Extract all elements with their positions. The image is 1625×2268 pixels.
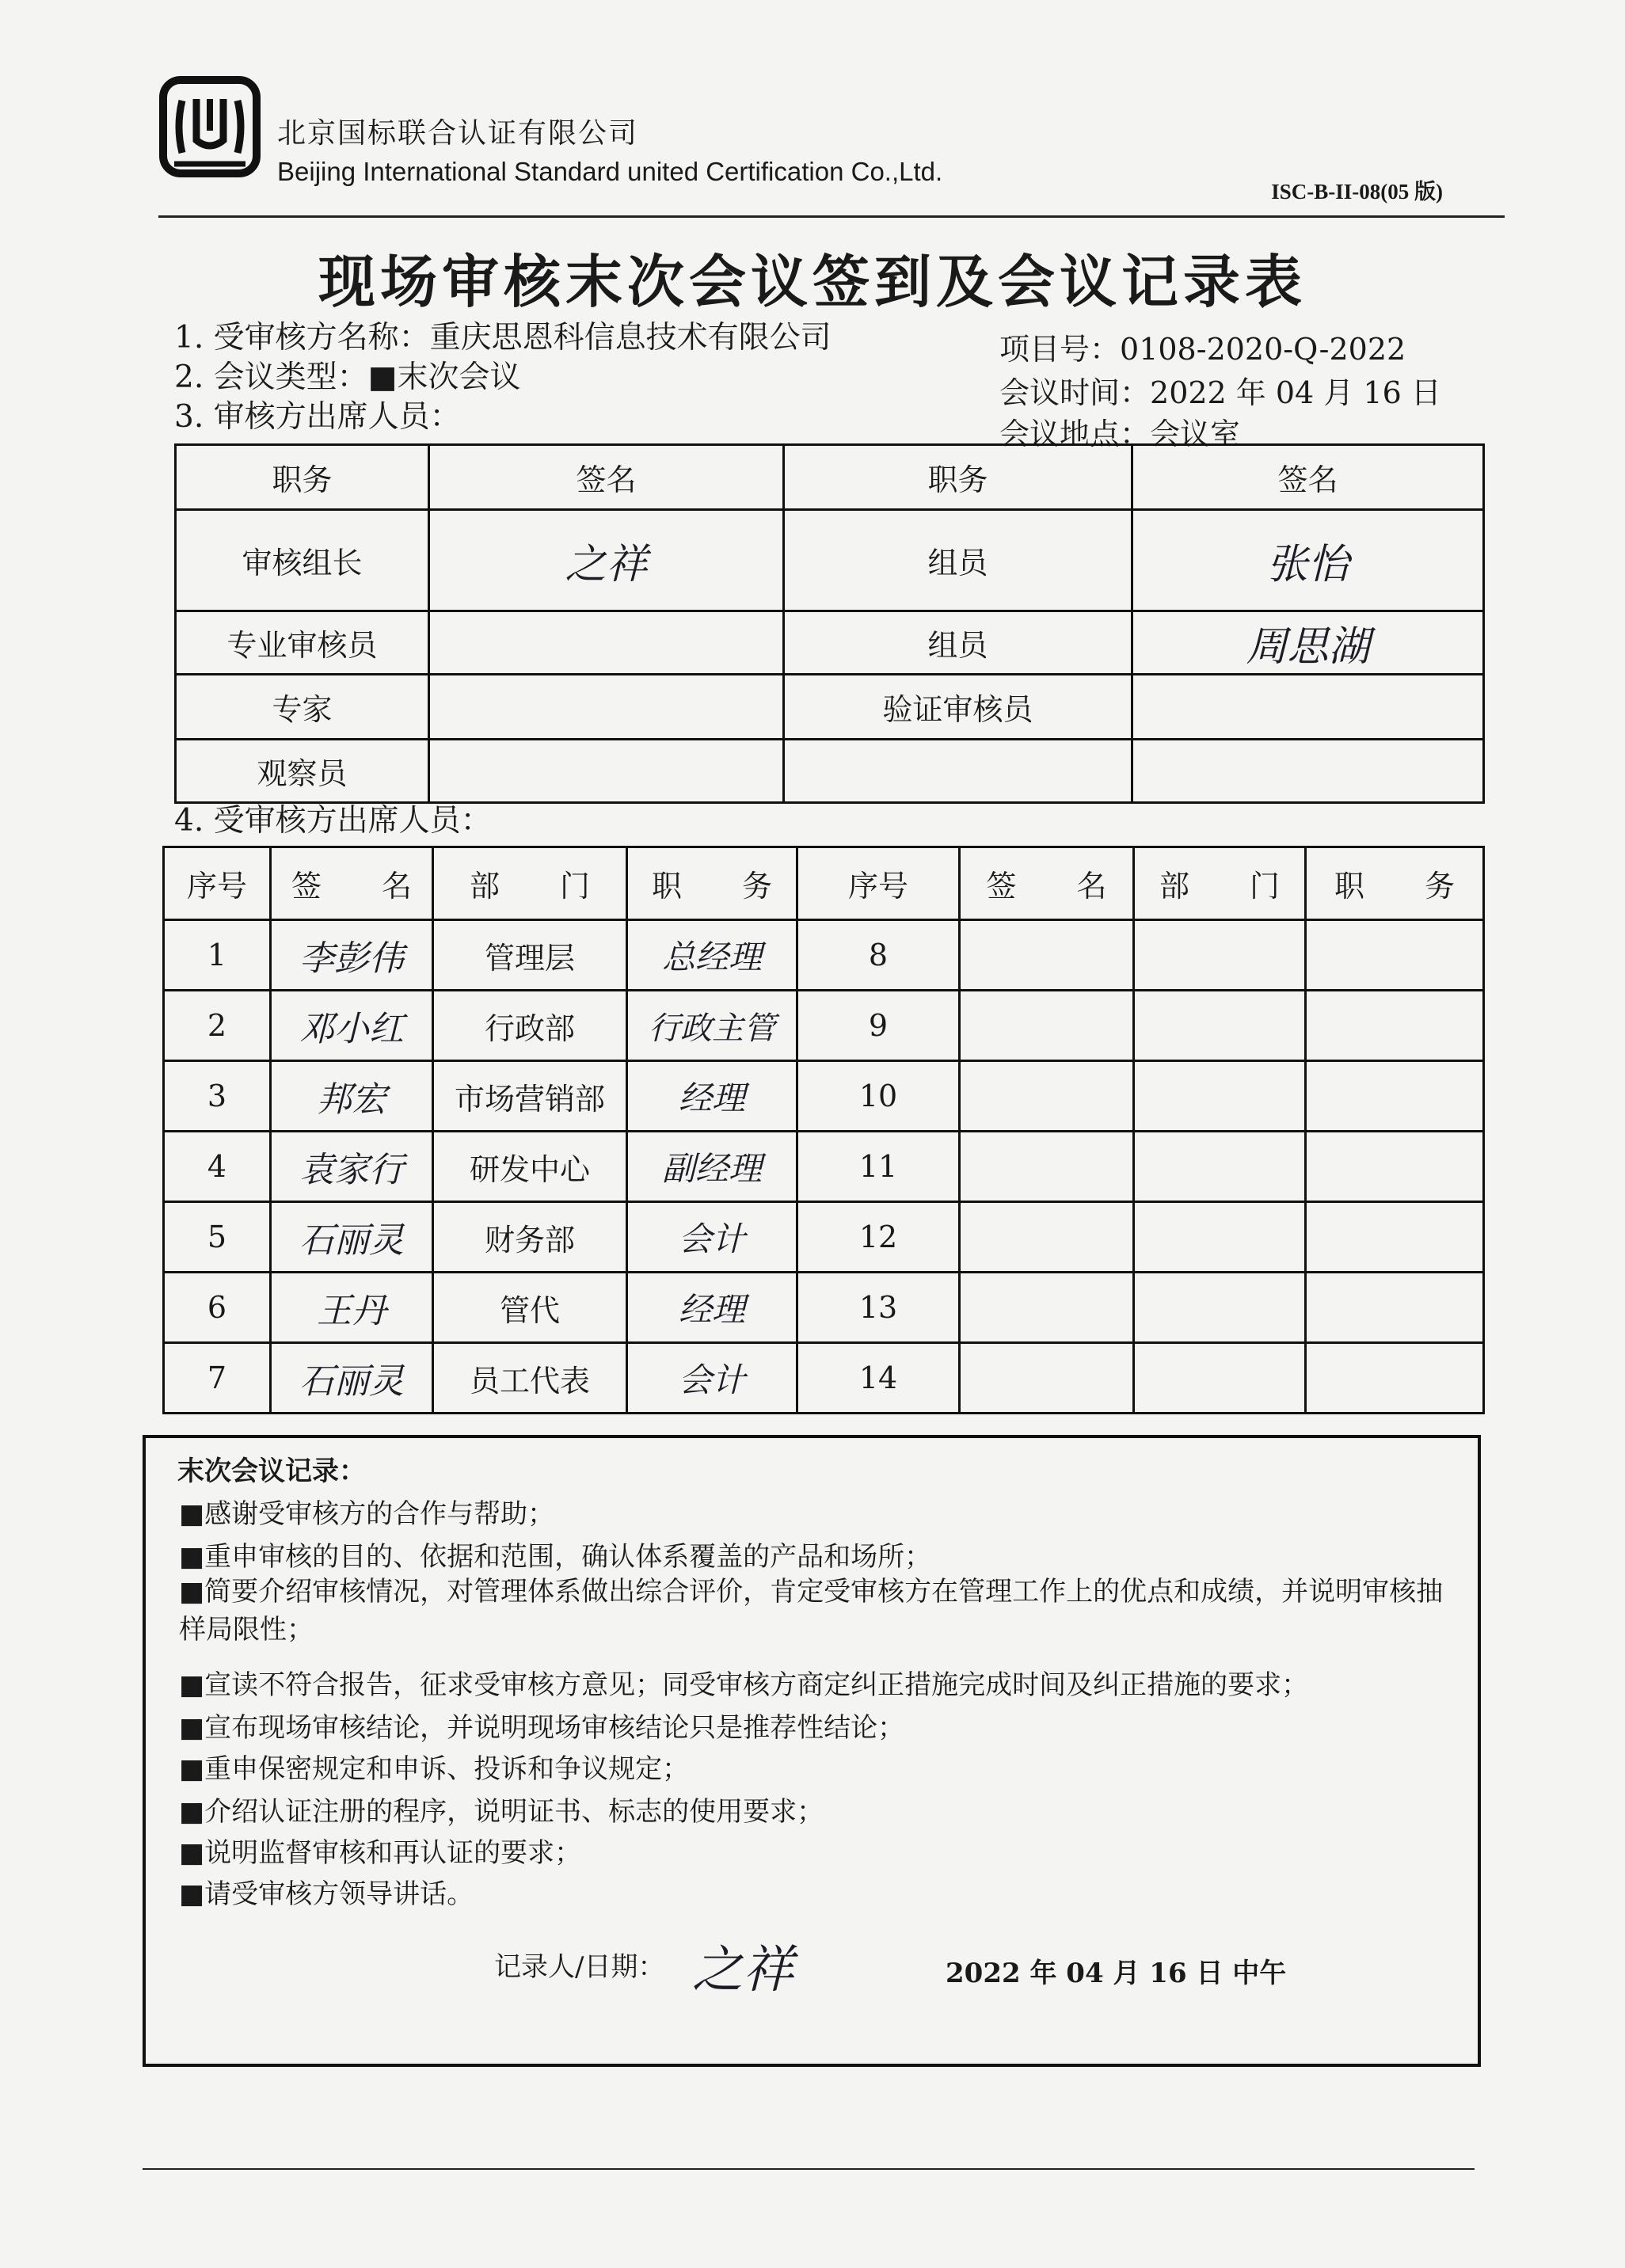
position-cell [1306, 1061, 1484, 1132]
project-number-label: 项目号： [999, 332, 1121, 367]
signature-cell [960, 920, 1134, 991]
department-cell [1134, 1061, 1306, 1132]
minutes-item: ■说明监督审核和再认证的要求； [179, 1837, 582, 1869]
signature-cell [960, 1132, 1134, 1202]
signature-cell: 石丽灵 [271, 1343, 433, 1414]
minutes-item: ■感谢受审核方的合作与帮助； [179, 1498, 555, 1530]
row-number: 5 [164, 1202, 271, 1273]
auditee-attendees-label: 4. 受审核方出席人员： [174, 803, 492, 839]
signature-cell: 邓小红 [271, 991, 433, 1061]
table-row [164, 991, 1484, 1061]
minutes-item: ■请受审核方领导讲话。 [179, 1878, 474, 1910]
auditee-name-label: 1. 受审核方名称： [174, 320, 430, 356]
form-code: ISC-B-II-08(05 版) [1271, 180, 1443, 204]
meeting-time-label: 会议时间： [999, 375, 1151, 410]
document-title: 现场审核末次会议签到及会议记录表 [318, 248, 1307, 315]
table-row [164, 1061, 1484, 1132]
header-signature: 签名 [429, 445, 784, 510]
role-cell: 审核组长 [176, 510, 429, 611]
row-number: 1 [164, 920, 271, 991]
recorder-label: 记录人/日期： [494, 1951, 665, 1983]
role-cell: 观察员 [176, 740, 429, 803]
department-cell [1134, 1202, 1306, 1273]
header-role: 职务 [784, 445, 1132, 510]
signature-cell [960, 1202, 1134, 1273]
project-number-line [999, 325, 1406, 368]
table-row [164, 1132, 1484, 1202]
company-name-en: Beijing International Standard united Certification Co.,Ltd. [277, 157, 943, 186]
department-cell [1134, 920, 1306, 991]
department-cell [1134, 1132, 1306, 1202]
signature-cell: 李彭伟 [271, 920, 433, 991]
role-cell: 验证审核员 [784, 675, 1132, 740]
recorder-signature: 之祥 [692, 1941, 793, 2000]
role-cell: 组员 [784, 611, 1132, 675]
meeting-type-value: ■末次会议 [367, 360, 521, 395]
department-cell [1134, 1343, 1306, 1414]
department-cell: 管代 [433, 1273, 627, 1343]
auditee-table-header [164, 847, 1484, 920]
signature-cell: 周思湖 [1132, 611, 1484, 675]
project-number-value: 0108-2020-Q-2022 [1120, 332, 1406, 367]
meeting-minutes-box [143, 1435, 1481, 2067]
role-cell: 组员 [784, 510, 1132, 611]
signature-cell [429, 675, 784, 740]
header-signature: 签 名 [960, 847, 1134, 920]
signature-cell [960, 1273, 1134, 1343]
table-row [176, 611, 1484, 675]
position-cell: 行政主管 [627, 991, 797, 1061]
position-cell [1306, 1273, 1484, 1343]
header-signature: 签名 [1132, 445, 1484, 510]
row-number: 6 [164, 1273, 271, 1343]
table-row [164, 920, 1484, 991]
meeting-time-line [999, 368, 1441, 412]
role-cell [784, 740, 1132, 803]
company-name-cn: 北京国标联合认证有限公司 [277, 117, 639, 150]
header-number: 序号 [164, 847, 271, 920]
row-number: 3 [164, 1061, 271, 1132]
department-cell [1134, 1273, 1306, 1343]
minutes-item: ■重申审核的目的、依据和范围，确认体系覆盖的产品和场所； [179, 1541, 932, 1573]
record-date: 2022 年 04 月 16 日 中午 [946, 1958, 1287, 1989]
signature-cell [960, 991, 1134, 1061]
signature-cell [429, 740, 784, 803]
auditor-table-header [176, 445, 1484, 510]
role-cell: 专家 [176, 675, 429, 740]
row-number: 14 [797, 1343, 960, 1414]
role-cell: 专业审核员 [176, 611, 429, 675]
signature-cell: 张怡 [1132, 510, 1484, 611]
header-department: 部 门 [433, 847, 627, 920]
row-number: 10 [797, 1061, 960, 1132]
row-number: 4 [164, 1132, 271, 1202]
table-row [164, 1343, 1484, 1414]
department-cell: 管理层 [433, 920, 627, 991]
department-cell: 市场营销部 [433, 1061, 627, 1132]
position-cell: 会计 [627, 1202, 797, 1273]
auditee-name-line [174, 313, 832, 357]
position-cell: 副经理 [627, 1132, 797, 1202]
auditee-name-value: 重庆思恩科信息技术有限公司 [429, 320, 832, 356]
position-cell [1306, 1132, 1484, 1202]
department-cell: 员工代表 [433, 1343, 627, 1414]
minutes-item: ■宣布现场审核结论，并说明现场审核结论只是推荐性结论； [179, 1712, 905, 1744]
table-row [176, 510, 1484, 611]
position-cell [1306, 920, 1484, 991]
minutes-title: 末次会议记录： [177, 1456, 366, 1487]
signature-cell [960, 1343, 1134, 1414]
meeting-type-line [174, 352, 520, 397]
table-row [164, 1202, 1484, 1273]
row-number: 2 [164, 991, 271, 1061]
meeting-time-value: 2022 年 04 月 16 日 [1150, 375, 1441, 410]
signature-cell: 袁家行 [271, 1132, 433, 1202]
header-position: 职 务 [627, 847, 797, 920]
signature-cell [429, 611, 784, 675]
row-number: 11 [797, 1132, 960, 1202]
position-cell [1306, 1202, 1484, 1273]
position-cell: 总经理 [627, 920, 797, 991]
header-position: 职 务 [1306, 847, 1484, 920]
row-number: 13 [797, 1273, 960, 1343]
position-cell: 会计 [627, 1343, 797, 1414]
auditors-label: 3. 审核方出席人员： [174, 399, 461, 435]
header-divider [158, 215, 1505, 218]
position-cell: 经理 [627, 1061, 797, 1132]
header-role: 职务 [176, 445, 429, 510]
signature-cell [1132, 740, 1484, 803]
minutes-item: ■宣读不符合报告，征求受审核方意见；同受审核方商定纠正措施完成时间及纠正措施的要求； [179, 1669, 1309, 1701]
position-cell [1306, 991, 1484, 1061]
meeting-type-label: 2. 会议类型： [174, 360, 368, 395]
company-logo [158, 75, 261, 178]
department-cell [1134, 991, 1306, 1061]
header-department: 部 门 [1134, 847, 1306, 920]
position-cell: 经理 [627, 1273, 797, 1343]
minutes-item: ■介绍认证注册的程序，说明证书、标志的使用要求； [179, 1796, 824, 1828]
row-number: 8 [797, 920, 960, 991]
signature-cell: 邦宏 [271, 1061, 433, 1132]
signature-cell: 石丽灵 [271, 1202, 433, 1273]
minutes-item: ■重申保密规定和申诉、投诉和争议规定； [179, 1753, 690, 1785]
department-cell: 财务部 [433, 1202, 627, 1273]
signature-cell [1132, 675, 1484, 740]
signature-cell [960, 1061, 1134, 1132]
department-cell: 研发中心 [433, 1132, 627, 1202]
table-row [176, 740, 1484, 803]
row-number: 9 [797, 991, 960, 1061]
footer-divider [143, 2168, 1475, 2170]
meeting-place-value: 会议室 [1150, 417, 1241, 451]
signature-cell: 王丹 [271, 1273, 433, 1343]
auditor-attendance-table [174, 443, 1485, 804]
table-row [176, 675, 1484, 740]
department-cell: 行政部 [433, 991, 627, 1061]
row-number: 12 [797, 1202, 960, 1273]
header-number: 序号 [797, 847, 960, 920]
header-signature: 签 名 [271, 847, 433, 920]
table-row [164, 1273, 1484, 1343]
auditee-attendance-table [162, 846, 1485, 1414]
position-cell [1306, 1343, 1484, 1414]
minutes-item: ■简要介绍审核情况，对管理体系做出综合评价，肯定受审核方在管理工作上的优点和成绩，并说明审核抽样局限性； [179, 1576, 1444, 1646]
row-number: 7 [164, 1343, 271, 1414]
signature-cell: 之祥 [429, 510, 784, 611]
meeting-place-label: 会议地点： [999, 417, 1151, 451]
